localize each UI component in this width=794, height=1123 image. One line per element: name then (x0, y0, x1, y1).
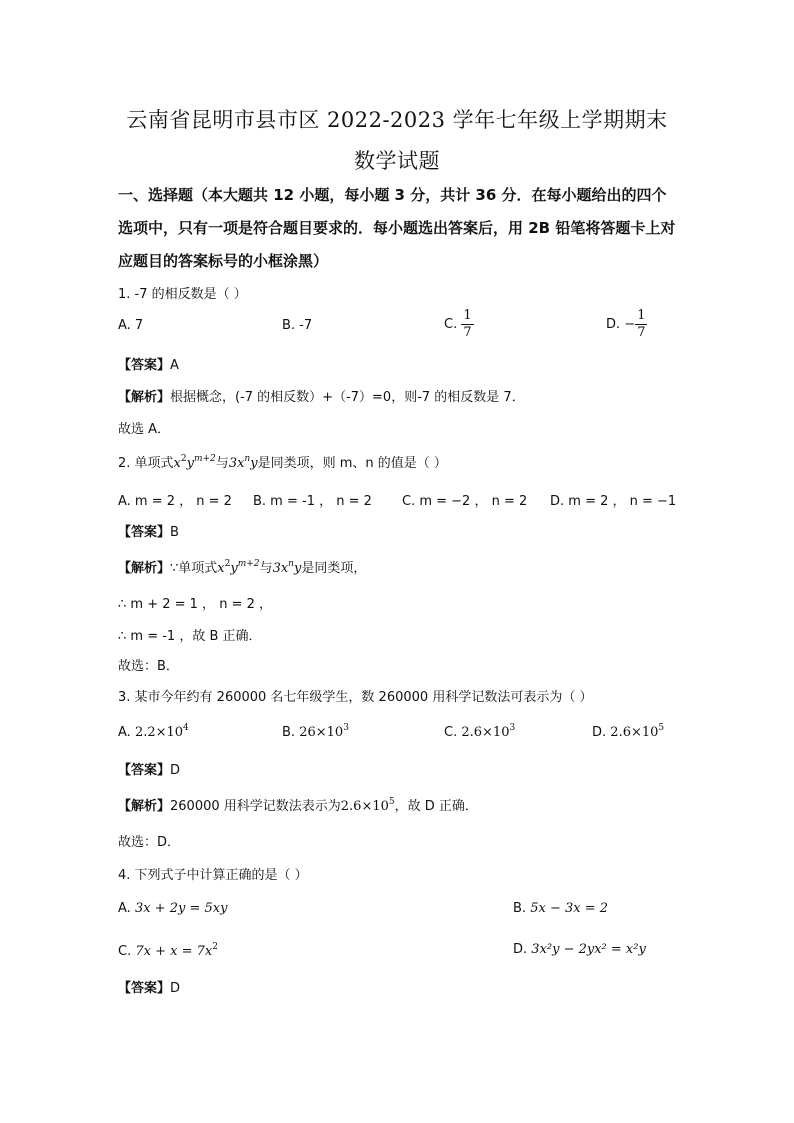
q3-answer: 【答案】D (118, 763, 181, 778)
q4-answer: 【答案】D (118, 981, 181, 996)
q1-stem: 1. -7 的相反数是（ ） (118, 287, 247, 302)
q1-answer: 【答案】A (118, 358, 179, 373)
q4-option-a: A. 3x + 2y = 5xy (118, 901, 228, 916)
q3-analysis: 【解析】260000 用科学记数法表示为$2.6\times 10^5$，故 D 正确． (118, 797, 478, 814)
title-line-1: 云南省昆明市县市区 2022-2023 学年七年级上学期期末 (126, 108, 668, 132)
q4-stem: 4. 下列式子中计算正确的是（ ） (118, 868, 308, 883)
q3-choose: 故选：D． (118, 835, 181, 850)
q1-analysis: 【解析】根据概念，(-7 的相反数）+（-7）=0，则-7 的相反数是 7． (118, 390, 525, 405)
q3-option-b: B. $26\times 10^3$ (282, 723, 349, 740)
q3-option-a: A. $2.2\times 10^4$ (118, 723, 189, 740)
q2-step-2: ∴ m = -1 ，故 B 正确． (118, 629, 262, 644)
q1-option-c (444, 308, 474, 341)
q2-option-b: B. m = -1 ， n = 2 (253, 494, 372, 509)
q1-option-a: A. 7 (118, 318, 144, 333)
q3-option-d: D. $2.6\times 10^5$ (592, 723, 665, 740)
q4-option-c: C. $7x + x = 7x^2$ (118, 942, 218, 959)
q2-option-d: D. m = 2 ， n = −1 (550, 494, 677, 509)
section-heading: 一、选择题（本大题共 12 小题，每小题 3 分，共计 36 分．在每小题给出的四个选项中，只有一项是符合题目要求的．每小题选出答案后，用 2B 铅笔将答题卡上对应题目的答案标号的小框涂黑） (118, 186, 676, 270)
q1-option-c-fraction: $\frac{1}{7}$ (463, 308, 472, 340)
q2-option-a: A. m = 2 ， n = 2 (118, 494, 232, 509)
q3-stem: 3. 某市今年约有 260000 名七年级学生，数 260000 用科学记数法可表示为（ ） (118, 690, 593, 705)
q4-option-b: B. 5x − 3x = 2 (513, 901, 608, 916)
q2-step-1: ∴ m + 2 = 1 ， n = 2 ， (118, 597, 272, 612)
q4-option-d: D. 3x²y − 2yx² = x²y (513, 942, 646, 957)
q1-choose: 故选 A． (118, 422, 171, 437)
q1-option-d: D. − $\frac{1}{7}$ (606, 308, 646, 340)
q1-option-d-fraction: $\frac{1}{7}$ (637, 308, 646, 340)
q2-option-c: C. m = −2 ， n = 2 (402, 494, 528, 509)
q1-option-c-label: C. (444, 317, 458, 332)
q2-choose: 故选：B． (118, 659, 179, 674)
title-line-2: 数学试题 (354, 149, 440, 173)
q1-option-b: B. -7 (282, 318, 313, 333)
q1-option-d-label: D. (606, 317, 621, 332)
q2-answer: 【答案】B (118, 525, 179, 540)
q2-analysis: 【解析】∵单项式$x^2y^{m+2}$与$3x^ny$是同类项， (118, 559, 367, 576)
q2-stem: 2. 单项式$x^2y^{m+2}$与$3x^ny$是同类项，则 m、n 的值是（ ） (118, 454, 447, 471)
q3-option-c: C. $2.6\times 10^3$ (444, 723, 516, 740)
